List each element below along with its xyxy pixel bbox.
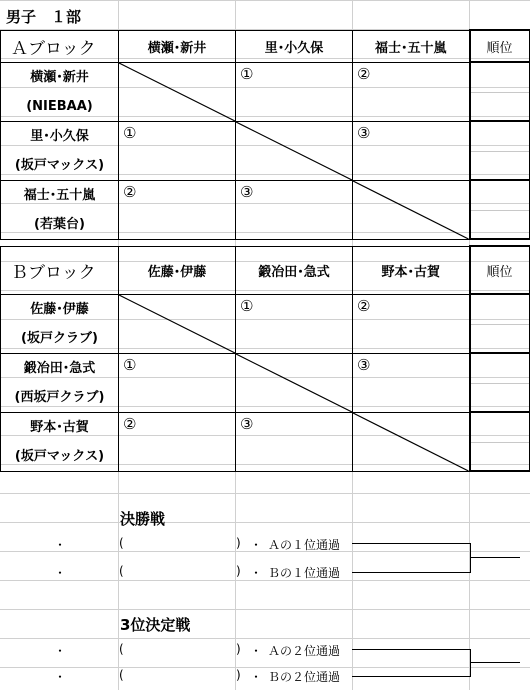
third-row-1-paren-open: ( [119, 642, 124, 656]
player-name: 鍛冶田･急式 [23, 360, 96, 376]
block-a-label: Ａブロック [1, 30, 119, 62]
team-name: (坂戸クラブ) [21, 330, 98, 346]
block-a-table [0, 29, 530, 240]
diagonal-line [119, 63, 235, 121]
final-row-2-dot: ・ [54, 566, 67, 580]
block-b-label: Ｂブロック [1, 246, 119, 294]
rank-cell [470, 294, 530, 353]
final-bracket [352, 543, 471, 573]
page-title: 男子 １部 [6, 8, 82, 26]
match-cell: ② [119, 180, 236, 239]
match-cell: ① [119, 353, 236, 412]
third-row-1-paren-close: ) [236, 642, 241, 656]
player-name: 里･小久保 [30, 128, 89, 144]
block-b-header-row [1, 246, 530, 294]
match-cell: ③ [353, 121, 470, 180]
block-a-row-1 [1, 62, 530, 121]
gridline-horizontal [0, 609, 530, 610]
diagonal-line [353, 413, 469, 471]
player-name: 野本･古賀 [30, 419, 89, 435]
block-b-row-1 [1, 294, 530, 353]
diagonal-cell [236, 121, 353, 180]
block-a-col-1: 横瀬･新井 [119, 30, 236, 62]
final-row-1-label: Ａの１位通過 [268, 538, 341, 552]
final-bracket-tail [470, 557, 520, 558]
diagonal-line [119, 295, 235, 353]
block-b-rank-header: 順位 [470, 246, 530, 294]
third-row-1-label: Ａの２位通過 [268, 644, 341, 658]
team-name: (NIEBAA) [26, 98, 93, 114]
block-b-row-3-name-cell [1, 412, 119, 471]
third-row-2-paren-open: ( [119, 668, 124, 682]
third-row-2-label: Ｂの２位通過 [268, 670, 341, 684]
match-cell: ② [119, 412, 236, 471]
team-name: (坂戸マックス) [14, 448, 105, 464]
player-name: 佐藤･伊藤 [30, 301, 89, 317]
block-b-col-3: 野本･古賀 [353, 246, 470, 294]
gridline-horizontal [0, 522, 530, 523]
block-a-row-3-name-cell [1, 180, 119, 239]
block-a-row-2-name-cell [1, 121, 119, 180]
match-cell: ② [353, 294, 470, 353]
final-row-1-dot: ・ [54, 538, 67, 552]
block-b-col-1: 佐藤･伊藤 [119, 246, 236, 294]
rank-cell [470, 412, 530, 471]
gridline-horizontal [0, 638, 530, 639]
block-a-row-2 [1, 121, 530, 180]
final-row-1-sep: ・ [250, 538, 263, 552]
final-row-2-paren-close: ) [236, 564, 241, 578]
final-row-1-paren-open: ( [119, 536, 124, 550]
diagonal-line [236, 354, 352, 412]
rank-cell [470, 121, 530, 180]
block-a-header-row [1, 30, 530, 62]
third-row-1-dot: ・ [54, 644, 67, 658]
rank-cell [470, 180, 530, 239]
block-b-row-1-name-cell [1, 294, 119, 353]
gridline-horizontal [0, 580, 530, 581]
team-name: (坂戸マックス) [14, 157, 105, 173]
gridline-horizontal [0, 493, 530, 494]
block-b-col-2: 鍛冶田･急式 [236, 246, 353, 294]
third-row-1-sep: ・ [250, 644, 263, 658]
match-cell: ③ [236, 412, 353, 471]
block-a-row-1-name-cell [1, 62, 119, 121]
final-row-1-paren-close: ) [236, 536, 241, 550]
rank-cell [470, 62, 530, 121]
diagonal-cell [353, 180, 470, 239]
third-row-2-dot: ・ [54, 670, 67, 684]
match-cell: ③ [236, 180, 353, 239]
match-cell: ① [236, 294, 353, 353]
match-cell: ② [353, 62, 470, 121]
third-place-title: 3位決定戦 [120, 616, 191, 634]
block-b-row-3 [1, 412, 530, 471]
block-a-col-3: 福士･五十嵐 [353, 30, 470, 62]
diagonal-line [353, 181, 469, 239]
final-row-2-sep: ・ [250, 566, 263, 580]
final-row-2-paren-open: ( [119, 564, 124, 578]
match-cell: ① [236, 62, 353, 121]
gridline-horizontal [0, 0, 530, 1]
diagonal-cell [119, 294, 236, 353]
match-cell: ① [119, 121, 236, 180]
block-b-table [0, 245, 530, 472]
block-a-row-3 [1, 180, 530, 239]
diagonal-cell [119, 62, 236, 121]
block-b-row-2-name-cell [1, 353, 119, 412]
third-place-bracket-tail [470, 662, 520, 663]
match-cell: ③ [353, 353, 470, 412]
final-row-2-label: Ｂの１位通過 [268, 566, 341, 580]
diagonal-line [236, 122, 352, 180]
final-title: 決勝戦 [120, 510, 166, 528]
third-place-bracket [352, 649, 471, 677]
diagonal-cell [353, 412, 470, 471]
rank-cell [470, 353, 530, 412]
player-name: 福士･五十嵐 [23, 187, 96, 203]
block-a-col-2: 里･小久保 [236, 30, 353, 62]
diagonal-cell [236, 353, 353, 412]
team-name: (西坂戸クラブ) [14, 389, 105, 405]
team-name: (若葉台) [34, 216, 85, 232]
third-row-2-paren-close: ) [236, 668, 241, 682]
player-name: 横瀬･新井 [30, 69, 89, 85]
block-a-rank-header: 順位 [470, 30, 530, 62]
third-row-2-sep: ・ [250, 670, 263, 684]
block-b-row-2 [1, 353, 530, 412]
